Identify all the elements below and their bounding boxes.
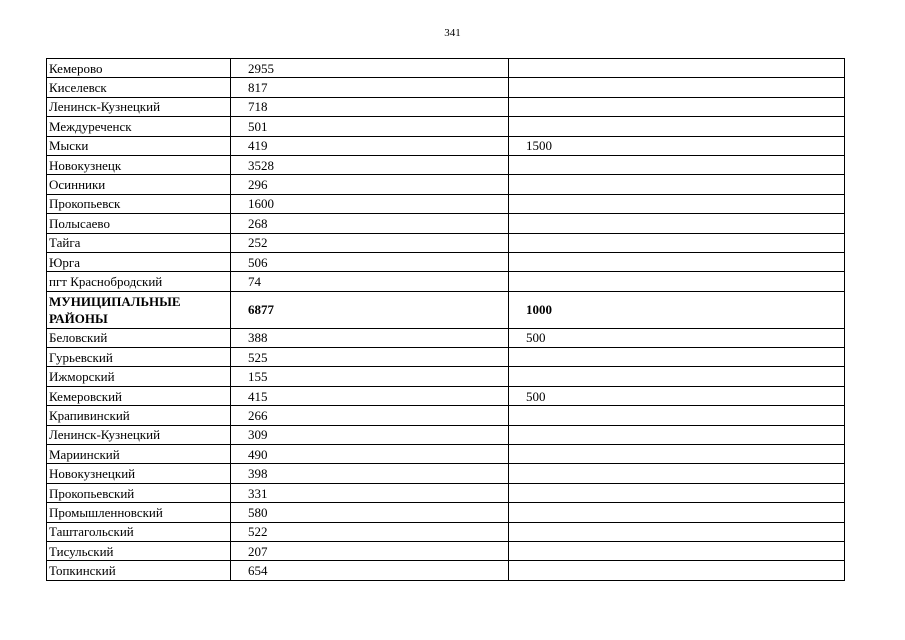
- cell-value: 74: [231, 272, 509, 291]
- data-table: [46, 58, 845, 581]
- cell-value: 331: [231, 483, 509, 502]
- cell-name: Крапивинский: [47, 406, 231, 425]
- table-row: [47, 272, 845, 291]
- cell-name: Тисульский: [47, 541, 231, 560]
- cell-value: 506: [231, 252, 509, 271]
- cell-name: Таштагольский: [47, 522, 231, 541]
- table-row: [47, 194, 845, 213]
- cell-value: 1600: [231, 194, 509, 213]
- cell-name: Промышленновский: [47, 503, 231, 522]
- cell-value: 3528: [231, 155, 509, 174]
- cell-name: Новокузнецкий: [47, 464, 231, 483]
- cell-value: 415: [231, 386, 509, 405]
- cell-value: 525: [231, 348, 509, 367]
- cell-extra: [509, 117, 845, 136]
- cell-extra: [509, 175, 845, 194]
- cell-value: 296: [231, 175, 509, 194]
- cell-name: Мариинский: [47, 445, 231, 464]
- cell-name: Кемеровский: [47, 386, 231, 405]
- cell-value: 490: [231, 445, 509, 464]
- cell-name: Юрга: [47, 252, 231, 271]
- table-row: [47, 541, 845, 560]
- table-row: [47, 252, 845, 271]
- table-row: [47, 386, 845, 405]
- cell-value: 252: [231, 233, 509, 252]
- cell-extra: [509, 561, 845, 580]
- cell-extra: [509, 272, 845, 291]
- cell-extra: [509, 483, 845, 502]
- cell-value: 388: [231, 328, 509, 347]
- cell-extra: [509, 445, 845, 464]
- cell-name: Беловский: [47, 328, 231, 347]
- cell-value: 268: [231, 214, 509, 233]
- cell-name: Ижморский: [47, 367, 231, 386]
- table-row: [47, 214, 845, 233]
- cell-name: Тайга: [47, 233, 231, 252]
- cell-name: пгт Краснобродский: [47, 272, 231, 291]
- cell-extra: [509, 194, 845, 213]
- table-row: [47, 503, 845, 522]
- cell-value: 6877: [231, 291, 509, 328]
- cell-extra: [509, 155, 845, 174]
- cell-name: Гурьевский: [47, 348, 231, 367]
- cell-extra: [509, 406, 845, 425]
- cell-extra: [509, 425, 845, 444]
- table-group-row: [47, 291, 845, 328]
- table-row: [47, 483, 845, 502]
- cell-name: Ленинск-Кузнецкий: [47, 425, 231, 444]
- table-row: [47, 136, 845, 155]
- table-row: [47, 117, 845, 136]
- cell-name: Новокузнецк: [47, 155, 231, 174]
- cell-value: 266: [231, 406, 509, 425]
- cell-extra: [509, 252, 845, 271]
- table-row: [47, 78, 845, 97]
- cell-value: 501: [231, 117, 509, 136]
- cell-extra: [509, 503, 845, 522]
- cell-extra: [509, 214, 845, 233]
- table-row: [47, 445, 845, 464]
- cell-name: Кемерово: [47, 59, 231, 78]
- cell-extra: [509, 348, 845, 367]
- cell-value: 309: [231, 425, 509, 444]
- table-row: [47, 175, 845, 194]
- cell-extra: [509, 367, 845, 386]
- table-row: [47, 59, 845, 78]
- cell-value: 817: [231, 78, 509, 97]
- cell-name: Прокопьевск: [47, 194, 231, 213]
- cell-extra: 1500: [509, 136, 845, 155]
- cell-extra: [509, 78, 845, 97]
- cell-extra: [509, 233, 845, 252]
- cell-extra: [509, 59, 845, 78]
- cell-value: 2955: [231, 59, 509, 78]
- cell-value: 155: [231, 367, 509, 386]
- table-row: [47, 561, 845, 580]
- cell-extra: [509, 97, 845, 116]
- cell-value: 207: [231, 541, 509, 560]
- cell-name: Топкинский: [47, 561, 231, 580]
- table-body: [47, 59, 845, 581]
- cell-value: 398: [231, 464, 509, 483]
- page-number: 341: [444, 27, 461, 39]
- cell-extra: [509, 541, 845, 560]
- table-row: [47, 155, 845, 174]
- cell-value: 419: [231, 136, 509, 155]
- cell-extra: 1000: [509, 291, 845, 328]
- table-row: [47, 425, 845, 444]
- cell-value: 718: [231, 97, 509, 116]
- cell-name: Прокопьевский: [47, 483, 231, 502]
- table-row: [47, 328, 845, 347]
- table-row: [47, 522, 845, 541]
- cell-extra: [509, 522, 845, 541]
- table-row: [47, 464, 845, 483]
- table-row: [47, 348, 845, 367]
- cell-name: Междуреченск: [47, 117, 231, 136]
- cell-name: Киселевск: [47, 78, 231, 97]
- cell-name: Мыски: [47, 136, 231, 155]
- cell-extra: 500: [509, 328, 845, 347]
- table-row: [47, 367, 845, 386]
- cell-name: Полысаево: [47, 214, 231, 233]
- cell-name: МУНИЦИПАЛЬНЫЕ РАЙОНЫ: [47, 291, 231, 328]
- cell-value: 522: [231, 522, 509, 541]
- cell-name: Осинники: [47, 175, 231, 194]
- cell-extra: [509, 464, 845, 483]
- cell-value: 654: [231, 561, 509, 580]
- table-row: [47, 233, 845, 252]
- cell-extra: 500: [509, 386, 845, 405]
- table-row: [47, 97, 845, 116]
- cell-name: Ленинск-Кузнецкий: [47, 97, 231, 116]
- table-row: [47, 406, 845, 425]
- cell-value: 580: [231, 503, 509, 522]
